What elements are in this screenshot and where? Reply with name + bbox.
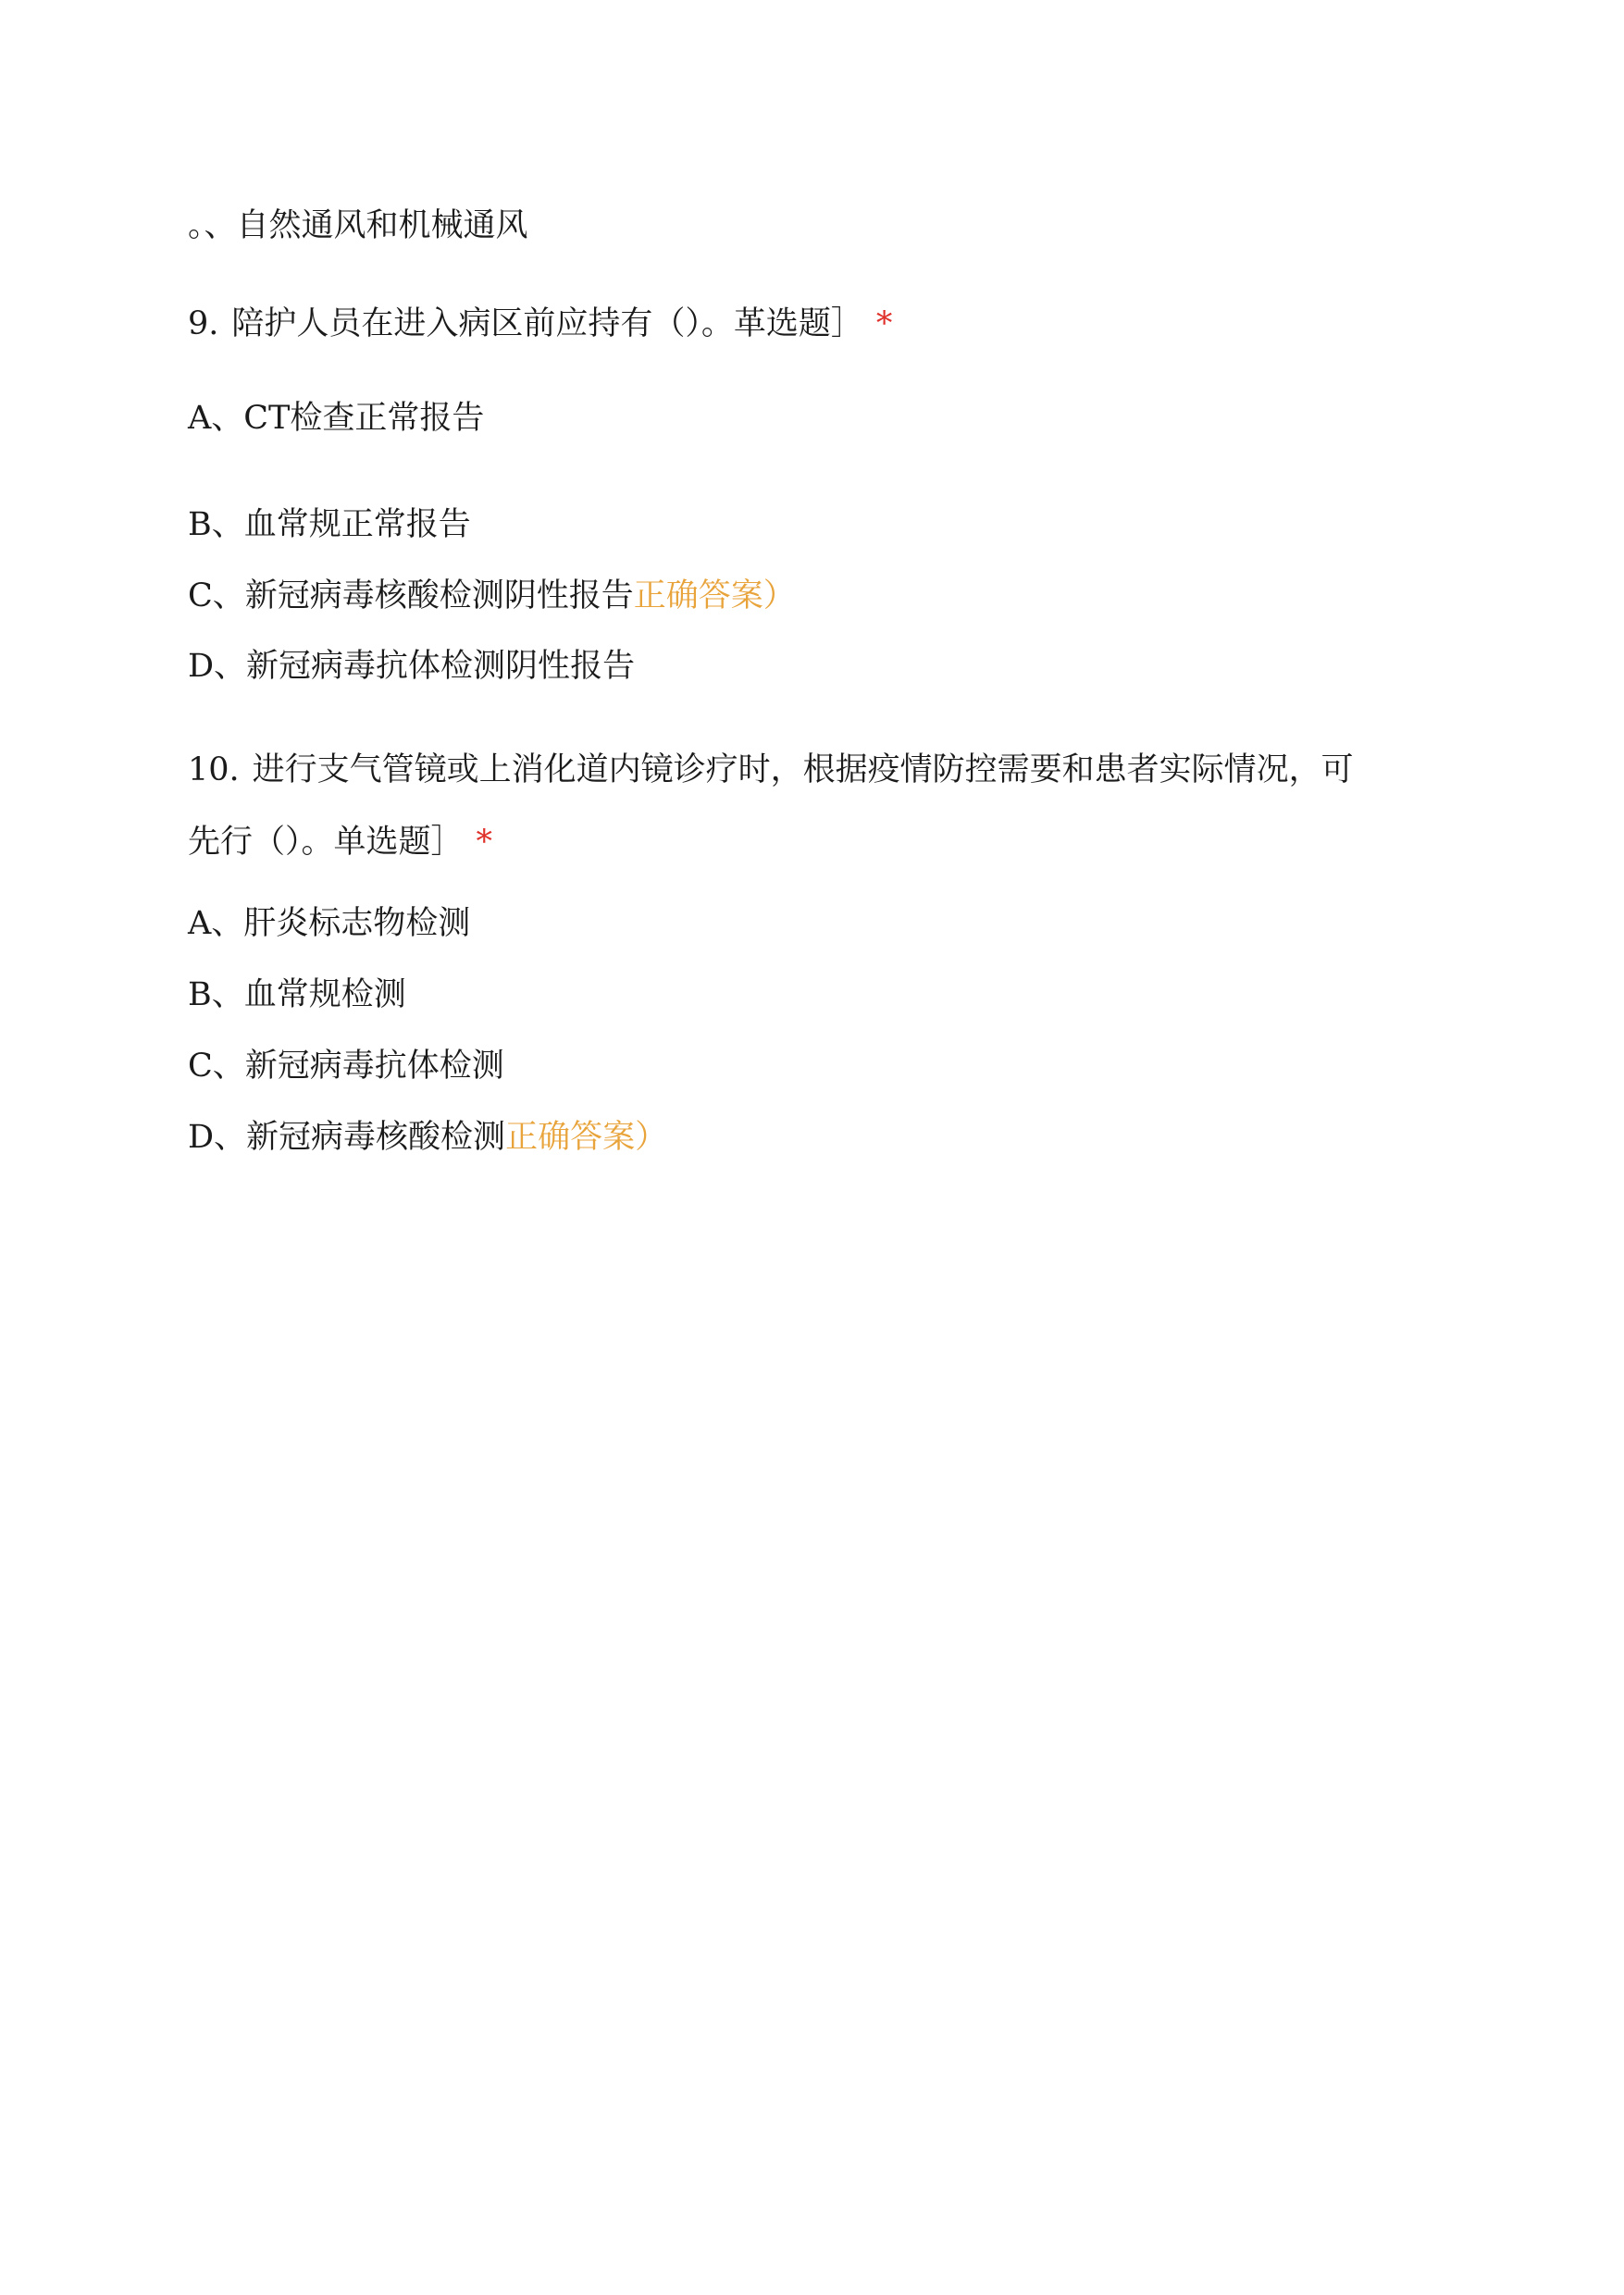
option-text: C、新冠病毒抗体检测 <box>188 1048 504 1085</box>
option-text: B、血常规正常报告 <box>188 506 471 543</box>
question-9-stem <box>188 304 892 344</box>
required-asterisk: * <box>875 305 893 342</box>
question-text: 先行（）。单选题］ <box>188 824 464 861</box>
question-9-option-b[interactable] <box>188 504 471 545</box>
option-text: B、血常规检测 <box>188 976 406 1013</box>
option-text: A、CT检查正常报告 <box>188 400 485 437</box>
option-text: 。、自然通风和机械通风 <box>188 207 528 244</box>
question-10-option-c[interactable] <box>188 1046 504 1086</box>
required-asterisk: * <box>476 824 493 861</box>
question-text: 陪护人员在进入病区前应持有（）。革选题］ <box>231 305 863 342</box>
question-10-stem-line-2 <box>188 822 492 862</box>
question-10-stem-line-1 <box>188 750 1354 790</box>
option-text: D、新冠病毒抗体检测阴性报告 <box>188 648 636 685</box>
correct-answer-tag: 正确答案） <box>505 1119 668 1156</box>
option-text: A、肝炎标志物检测 <box>188 905 471 942</box>
question-9-option-a[interactable] <box>188 398 484 439</box>
prev-question-option-tail <box>188 205 528 246</box>
question-text: 进行支气管镜或上消化道内镜诊疗时，根据疫情防控需要和患者实际情况，可 <box>252 751 1354 788</box>
correct-answer-tag: 正确答案） <box>633 577 796 614</box>
question-10-option-b[interactable] <box>188 974 406 1015</box>
option-text: C、新冠病毒核酸检测阴性报告 <box>188 577 634 614</box>
question-number: 10. <box>188 751 240 788</box>
option-text: D、新冠病毒核酸检测 <box>188 1119 506 1156</box>
question-10-option-a[interactable] <box>188 903 470 944</box>
question-9-option-d[interactable] <box>188 646 635 687</box>
question-9-option-c[interactable] <box>188 576 796 616</box>
question-number: 9. <box>188 305 219 342</box>
question-10-option-d[interactable] <box>188 1117 667 1158</box>
